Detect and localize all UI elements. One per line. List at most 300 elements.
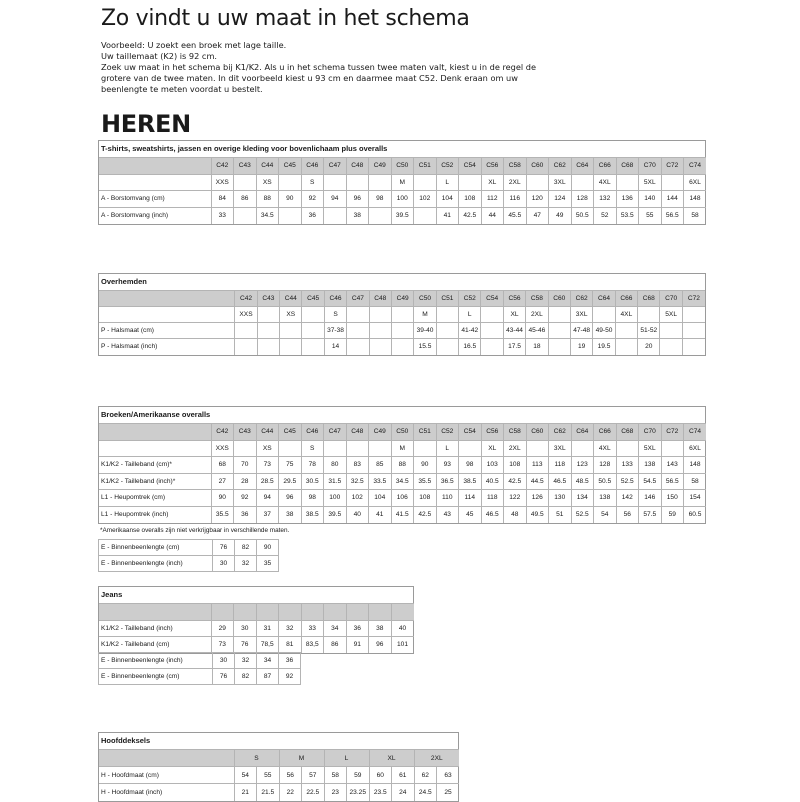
value-cell: 23 [324,784,347,801]
size-letter [661,174,684,191]
value-cell: 19 [570,339,592,355]
size-letter: XS [256,174,279,191]
blank-header-cell [279,604,302,621]
value-cell [234,207,257,224]
size-code: C72 [682,291,705,307]
size-letter: 5XL [660,307,682,323]
value-cell: 101 [391,637,414,653]
section-heading-heren: HEREN [101,110,191,138]
jeans-section [98,586,414,654]
value-cell: 80 [324,457,347,474]
binnenbeen2-measure-row [99,653,301,669]
binnenbeen-table-2 [98,652,301,685]
size-code: C70 [660,291,682,307]
blank-cell [99,158,211,175]
blank-cell [99,604,211,621]
broeken-measure-row [99,506,706,523]
blank-header-cell [211,604,234,621]
size-letter [459,174,482,191]
row-label: P - Halsmaat (cm) [99,323,235,339]
value-cell: 57.5 [639,506,662,523]
value-cell: 36 [301,207,324,224]
value-cell: 56.5 [661,473,684,490]
value-cell: 54.5 [639,473,662,490]
value-cell: 75 [279,457,302,474]
value-cell [414,207,437,224]
value-cell: 86 [234,191,257,208]
overhemden-letter-row [99,307,705,323]
page-title: Zo vindt u uw maat in het schema [101,6,470,31]
value-cell: 54 [594,506,617,523]
row-label: A - Borstomvang (inch) [99,207,211,224]
value-cell [391,339,413,355]
value-cell: 86 [324,637,347,653]
value-cell: 58 [684,473,707,490]
size-letter [414,440,437,457]
broeken-title: Broeken/Amerikaanse overalls [99,407,705,424]
value-cell: 132 [594,191,617,208]
value-cell: 94 [324,191,347,208]
value-cell: 43-44 [503,323,525,339]
value-cell: 30.5 [301,473,324,490]
value-cell: 142 [616,490,639,507]
value-cell: 93 [436,457,459,474]
value-cell: 73 [211,637,234,653]
size-code: C49 [391,291,413,307]
value-cell [436,323,458,339]
value-cell [369,323,391,339]
value-cell: 150 [661,490,684,507]
value-cell: 138 [594,490,617,507]
size-code: C48 [346,424,369,441]
blank-header-cell [391,604,414,621]
size-code: C43 [234,424,257,441]
value-cell: 14 [324,339,346,355]
size-code: C64 [571,424,594,441]
value-cell: 92 [234,490,257,507]
hoofddeksels-group-row [99,750,459,767]
value-cell: 50.5 [571,207,594,224]
value-cell: 42.5 [414,506,437,523]
size-letter [616,440,639,457]
value-cell [257,339,279,355]
value-cell: 136 [616,191,639,208]
size-letter [369,174,392,191]
value-cell: 113 [526,457,549,474]
blank-header-cell [256,604,279,621]
value-cell: 30 [213,653,235,669]
value-cell: 41.5 [391,506,414,523]
value-cell: 118 [481,490,504,507]
value-cell: 34.5 [256,207,279,224]
value-cell [481,339,503,355]
value-cell: 120 [526,191,549,208]
size-code: C60 [548,291,570,307]
size-letter [526,174,549,191]
value-cell: 81 [279,637,302,653]
jeans-measure-row [99,637,414,653]
hoofddeksels-section [98,732,459,802]
value-cell: 46.5 [481,506,504,523]
value-cell: 146 [639,490,662,507]
size-letter [324,174,347,191]
value-cell: 82 [235,669,257,685]
size-group: L [324,750,369,767]
size-code: C66 [594,424,617,441]
size-code: C58 [504,158,527,175]
value-cell: 76 [213,540,235,556]
row-label: H - Hoofdmaat (inch) [99,784,234,801]
value-cell: 52.5 [571,506,594,523]
size-letter: 4XL [594,440,617,457]
size-code: C45 [279,158,302,175]
row-label: E - Binnenbeenlengte (inch) [99,653,213,669]
size-code: C50 [391,424,414,441]
value-cell: 98 [459,457,482,474]
value-cell: 59 [661,506,684,523]
size-letter: M [391,440,414,457]
value-cell: 118 [549,457,572,474]
overhemden-title: Overhemden [99,274,705,291]
value-cell [615,339,637,355]
value-cell: 123 [571,457,594,474]
value-cell: 39.5 [391,207,414,224]
broeken-size-row [99,424,706,441]
size-letter [548,307,570,323]
value-cell: 45.5 [504,207,527,224]
value-cell: 60 [369,767,392,784]
value-cell: 41-42 [459,323,481,339]
value-cell: 78 [301,457,324,474]
value-cell: 143 [661,457,684,474]
size-code: C64 [571,158,594,175]
size-code: C48 [346,158,369,175]
value-cell: 39.5 [324,506,347,523]
size-code: C62 [549,424,572,441]
size-code: C51 [436,291,458,307]
value-cell: 154 [684,490,707,507]
size-letter: 4XL [594,174,617,191]
size-letter [526,440,549,457]
value-cell [302,339,324,355]
value-cell: 34.5 [391,473,414,490]
value-cell: 35.5 [414,473,437,490]
size-letter: 2XL [504,174,527,191]
size-code: C62 [570,291,592,307]
row-label: K1/K2 - Tailleband (cm) [99,637,211,653]
value-cell: 25 [437,784,460,801]
value-cell: 51 [549,506,572,523]
tshirts-section [98,140,706,225]
value-cell: 138 [639,457,662,474]
value-cell: 110 [436,490,459,507]
size-letter: S [324,307,346,323]
tshirts-size-row [99,158,706,175]
size-code: C56 [481,424,504,441]
value-cell: 35.5 [211,506,234,523]
value-cell: 59 [347,767,370,784]
value-cell [481,323,503,339]
intro-line-1: Voorbeeld: U zoekt een broek met lage taille. [101,40,287,50]
value-cell: 24.5 [414,784,437,801]
value-cell: 31.5 [324,473,347,490]
value-cell: 90 [279,191,302,208]
size-code: C56 [481,158,504,175]
size-code: C70 [639,424,662,441]
value-cell [682,339,705,355]
broeken-measure-row [99,473,706,490]
binnenbeen2-measure-row [99,669,301,685]
value-cell [682,323,705,339]
value-cell: 83,5 [301,637,324,653]
value-cell: 58 [324,767,347,784]
value-cell: 56 [616,506,639,523]
value-cell: 18 [526,339,548,355]
value-cell: 29 [211,621,234,637]
size-letter: 6XL [684,174,707,191]
value-cell: 124 [549,191,572,208]
size-letter [279,174,302,191]
size-code: C66 [615,291,637,307]
value-cell: 57 [302,767,325,784]
value-cell: 103 [481,457,504,474]
size-letter [661,440,684,457]
size-letter [346,174,369,191]
blank-header-cell [324,604,347,621]
value-cell: 21.5 [257,784,280,801]
size-letter: XS [256,440,279,457]
value-cell: 38.5 [301,506,324,523]
blank-cell [99,424,211,441]
size-code: C68 [638,291,660,307]
tshirts-table [99,157,706,224]
broeken-letter-row [99,440,706,457]
overhemden-measure-row [99,339,705,355]
value-cell: 55 [639,207,662,224]
size-code: C42 [211,158,234,175]
value-cell: 148 [684,191,707,208]
value-cell: 49 [549,207,572,224]
value-cell: 116 [504,191,527,208]
size-code: C74 [684,424,707,441]
size-letter: M [391,174,414,191]
value-cell: 21 [234,784,257,801]
value-cell [548,339,570,355]
value-cell: 35 [257,556,279,572]
value-cell: 45-46 [526,323,548,339]
value-cell: 41 [369,506,392,523]
size-letter [638,307,660,323]
size-letter [369,307,391,323]
size-letter: 4XL [615,307,637,323]
value-cell: 42.5 [459,207,482,224]
size-code: C68 [616,158,639,175]
value-cell: 58 [684,207,707,224]
value-cell: 28 [234,473,257,490]
size-group: S [234,750,279,767]
size-letter: XL [481,440,504,457]
size-group: 2XL [414,750,459,767]
value-cell: 29.5 [279,473,302,490]
size-letter [279,440,302,457]
size-code: C52 [436,424,459,441]
value-cell: 78,5 [256,637,279,653]
blank-cell [99,440,211,457]
value-cell: 52.5 [616,473,639,490]
broeken-note: *Amerikaanse overalls zijn niet verkrijgbaar in verschillende maten. [100,527,290,534]
size-code: C52 [459,291,481,307]
value-cell: 102 [346,490,369,507]
value-cell: 30 [234,621,257,637]
value-cell: 28.5 [256,473,279,490]
value-cell [391,323,413,339]
blank-header-cell [369,604,392,621]
size-code: C44 [256,158,279,175]
size-code: C46 [301,424,324,441]
value-cell: 33 [301,621,324,637]
value-cell: 134 [571,490,594,507]
broeken-table [99,423,706,523]
size-letter: 5XL [639,440,662,457]
value-cell [347,339,369,355]
value-cell: 92 [301,191,324,208]
overhemden-table [99,290,705,355]
value-cell: 55 [257,767,280,784]
value-cell: 50.5 [594,473,617,490]
size-code: C72 [661,424,684,441]
size-code: C51 [414,424,437,441]
size-code: C50 [414,291,436,307]
value-cell [257,323,279,339]
size-letter [571,174,594,191]
size-code: C72 [661,158,684,175]
value-cell: 32 [235,556,257,572]
size-letter [302,307,324,323]
value-cell: 42.5 [504,473,527,490]
value-cell: 140 [639,191,662,208]
size-letter: L [436,174,459,191]
size-letter: XS [280,307,302,323]
blank-cell [99,750,234,767]
tshirts-title: T-shirts, sweatshirts, jassen en overige kleding voor bovenlichaam plus overalls [99,141,705,158]
value-cell: 100 [324,490,347,507]
jeans-measure-row [99,621,414,637]
value-cell: 19.5 [593,339,615,355]
value-cell: 112 [481,191,504,208]
overhemden-size-row [99,291,705,307]
value-cell: 43 [436,506,459,523]
value-cell [369,207,392,224]
value-cell: 44.5 [526,473,549,490]
value-cell [615,323,637,339]
value-cell: 51-52 [638,323,660,339]
value-cell: 128 [571,191,594,208]
row-label: E - Binnenbeenlengte (inch) [99,556,213,572]
size-code: C46 [301,158,324,175]
value-cell: 53.5 [616,207,639,224]
size-code: C56 [503,291,525,307]
intro-line-3: Zoek uw maat in het schema bij K1/K2. Als u in het schema tussen twee maten valt, kiest u in de regel de grotere van de twee maten. In dit voorbeeld kiest u 93 cm en daarmee maat C52. Denk eraan om uw beenlengte te meten voordat u bestelt. [101,62,537,94]
size-group: M [279,750,324,767]
value-cell: 133 [616,457,639,474]
value-cell: 32.5 [346,473,369,490]
value-cell: 108 [414,490,437,507]
row-label: K1/K2 - Tailleband (inch) [99,621,211,637]
value-cell: 102 [414,191,437,208]
jeans-header-row [99,604,414,621]
size-letter: L [459,307,481,323]
value-cell: 44 [481,207,504,224]
value-cell: 31 [256,621,279,637]
size-letter: S [301,174,324,191]
size-code: C66 [594,158,617,175]
size-letter [324,440,347,457]
row-label: E - Binnenbeenlengte (cm) [99,669,213,685]
value-cell: 33.5 [369,473,392,490]
value-cell: 144 [661,191,684,208]
size-code: C45 [302,291,324,307]
size-letter [391,307,413,323]
size-code: C52 [436,158,459,175]
size-code: C44 [256,424,279,441]
row-label: E - Binnenbeenlengte (cm) [99,540,213,556]
value-cell: 52 [594,207,617,224]
value-cell: 48 [504,506,527,523]
size-letter [436,307,458,323]
blank-cell [99,291,235,307]
value-cell: 56 [279,767,302,784]
size-code: C50 [391,158,414,175]
value-cell: 126 [526,490,549,507]
size-code: C47 [347,291,369,307]
value-cell: 49-50 [593,323,615,339]
value-cell: 23.25 [347,784,370,801]
size-code: C47 [324,158,347,175]
value-cell: 32 [235,653,257,669]
value-cell: 98 [301,490,324,507]
value-cell: 83 [346,457,369,474]
size-code: C60 [526,158,549,175]
value-cell: 22.5 [302,784,325,801]
value-cell: 47-48 [570,323,592,339]
value-cell [660,339,682,355]
value-cell: 20 [638,339,660,355]
hoofddeksels-table [99,749,459,801]
broeken-measure-row [99,457,706,474]
value-cell [302,323,324,339]
size-letter [234,440,257,457]
size-letter [369,440,392,457]
value-cell: 23.5 [369,784,392,801]
value-cell: 36 [234,506,257,523]
value-cell: 38.5 [459,473,482,490]
hoofddeksels-title: Hoofddeksels [99,733,458,750]
size-letter: M [414,307,436,323]
value-cell: 90 [414,457,437,474]
size-letter [593,307,615,323]
size-code: C42 [211,424,234,441]
size-code: C44 [280,291,302,307]
value-cell: 24 [392,784,415,801]
value-cell: 82 [235,540,257,556]
size-letter: 3XL [549,174,572,191]
size-letter [234,174,257,191]
hoofddeksels-measure-row [99,784,459,801]
size-code: C48 [369,291,391,307]
value-cell [660,323,682,339]
value-cell: 41 [436,207,459,224]
value-cell: 37 [256,506,279,523]
